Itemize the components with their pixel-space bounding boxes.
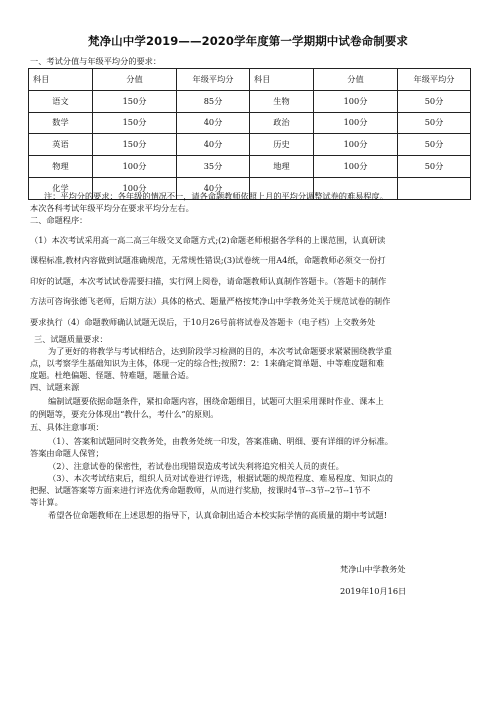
table-cell: 40分	[177, 177, 250, 199]
procedure-line: 要求执行（4）命题教师确认试题无误后，于10月26号前将试卷及答题卡（电子档）上交教务处	[30, 317, 376, 327]
quality-line: 为了更好的将教学与考试相结合，达到阶段学习检测的目的，本次考试命题要求紧紧围绕教学重	[48, 346, 392, 356]
section-2-heading: 二、命题程序：	[30, 215, 88, 225]
table-row	[29, 90, 471, 112]
table-cell: 40分	[177, 134, 250, 156]
table-header-cell: 科目	[250, 69, 314, 91]
table-cell: 150分	[93, 90, 177, 112]
quality-line: 度题。杜绝偏题、怪题、特难题，题量合适。	[30, 370, 194, 380]
notes-line: （3）、本次考试结束后，组织人员对试卷进行评选，根据试题的规范程度、难易程度、知识点的	[48, 473, 393, 483]
table-header-cell: 年级平均分	[398, 69, 471, 91]
table-header-row	[29, 69, 471, 91]
table-cell: 化学	[29, 177, 93, 199]
note-line: 注：平均分的要求：各年级的情况不一，请各命题教师依照上月的平均分调整试卷的难易程度。	[44, 191, 388, 201]
table-cell: 35分	[177, 156, 250, 178]
table-cell: 50分	[398, 156, 471, 178]
notes-line: （1）、答案和试题同时交教务处，由教务处统一印发，答案准确、明细、要有详细的评分标准。	[48, 436, 393, 446]
procedure-line: 印好的试题，本次考试试卷需要扫描，实行网上阅卷，请命题教师认真制作答题卡。（答题卡的制作	[30, 276, 387, 286]
table-cell: 100分	[93, 156, 177, 178]
source-line: 的例题等，要充分体现出“教什么，考什么”的原则。	[30, 409, 219, 419]
document-title: 梵净山中学2019——2020学年度第一学期期中试卷命制要求	[87, 34, 408, 48]
table-cell: 地理	[250, 156, 314, 178]
note-line: 本次各科考试年级平均分在要求平均分左右。	[30, 203, 194, 213]
table-cell: 100分	[314, 134, 398, 156]
section-5-heading: 五、具体注意事项：	[30, 422, 104, 432]
signature-org: 梵净山中学教务处	[340, 564, 406, 574]
table-cell: 40分	[177, 112, 250, 134]
table-cell: 100分	[93, 177, 177, 199]
notes-line: 把握、试题答案等方面来进行评选优秀命题教师，从而进行奖励，按课时4节--3节--2节--1节不	[30, 485, 371, 495]
table-header-cell: 科目	[29, 69, 93, 91]
table-cell: 100分	[314, 112, 398, 134]
table-cell: 50分	[398, 112, 471, 134]
table-row	[29, 112, 471, 134]
table-cell: 150分	[93, 112, 177, 134]
table-cell: 50分	[398, 90, 471, 112]
table-header-cell: 分值	[314, 69, 398, 91]
table-cell: 政治	[250, 112, 314, 134]
signature-date: 2019年10月16日	[340, 586, 407, 596]
table-cell: 英语	[29, 134, 93, 156]
table-cell: 物理	[29, 156, 93, 178]
table-cell: 生物	[250, 90, 314, 112]
procedure-line: 课程标准,教材内容做到试题准确规范，无常规性错误;(3)试卷统一用A4纸，命题教师必须交一份打	[30, 255, 386, 265]
table-cell: 100分	[314, 90, 398, 112]
table-cell: 50分	[398, 134, 471, 156]
table-header-cell: 年级平均分	[177, 69, 250, 91]
notes-line: （2）、注意试卷的保密性，若试卷出现错误造成考试失利将追究相关人员的责任。	[48, 461, 344, 471]
section-3-heading: 三、试题质量要求：	[34, 334, 108, 344]
table-row	[29, 156, 471, 178]
section-1-heading: 一、考试分值与年级平均分的要求：	[30, 56, 162, 66]
table-cell: 85分	[177, 90, 250, 112]
notes-line: 等计算。	[30, 497, 63, 507]
procedure-line: 方法可咨询张德飞老师，后期方法）具体的格式、题量严格按梵净山中学教务处关于规范试卷的制作	[30, 296, 391, 306]
table-header-cell: 分值	[93, 69, 177, 91]
table-cell: 历史	[250, 134, 314, 156]
table-cell: 150分	[93, 134, 177, 156]
notes-line: 答案由命题人保管；	[30, 448, 104, 458]
source-line: 编制试题要依据命题条件，紧扣命题内容，围绕命题细目，试题可大胆采用课时作业、课本上	[48, 396, 384, 406]
table-row	[29, 134, 471, 156]
table-cell	[398, 177, 471, 199]
table-cell: 语文	[29, 90, 93, 112]
quality-line: 点，以考察学生基础知识为主体，体现一定的综合性;按照7：2：1来确定简单题、中等难度题和难	[30, 358, 385, 368]
procedure-line: （1）本次考试采用高一高二高三年级交叉命题方式;(2)命题老师根据各学科的上课范围，认真研读	[30, 235, 386, 245]
table-cell: 100分	[314, 156, 398, 178]
score-table	[28, 68, 471, 200]
closing-line: 希望各位命题教师在上述思想的指导下，认真命制出适合本校实际学情的高质量的期中考试题!	[48, 510, 387, 520]
section-4-heading: 四、试题来源	[30, 382, 80, 392]
table-cell: 数学	[29, 112, 93, 134]
